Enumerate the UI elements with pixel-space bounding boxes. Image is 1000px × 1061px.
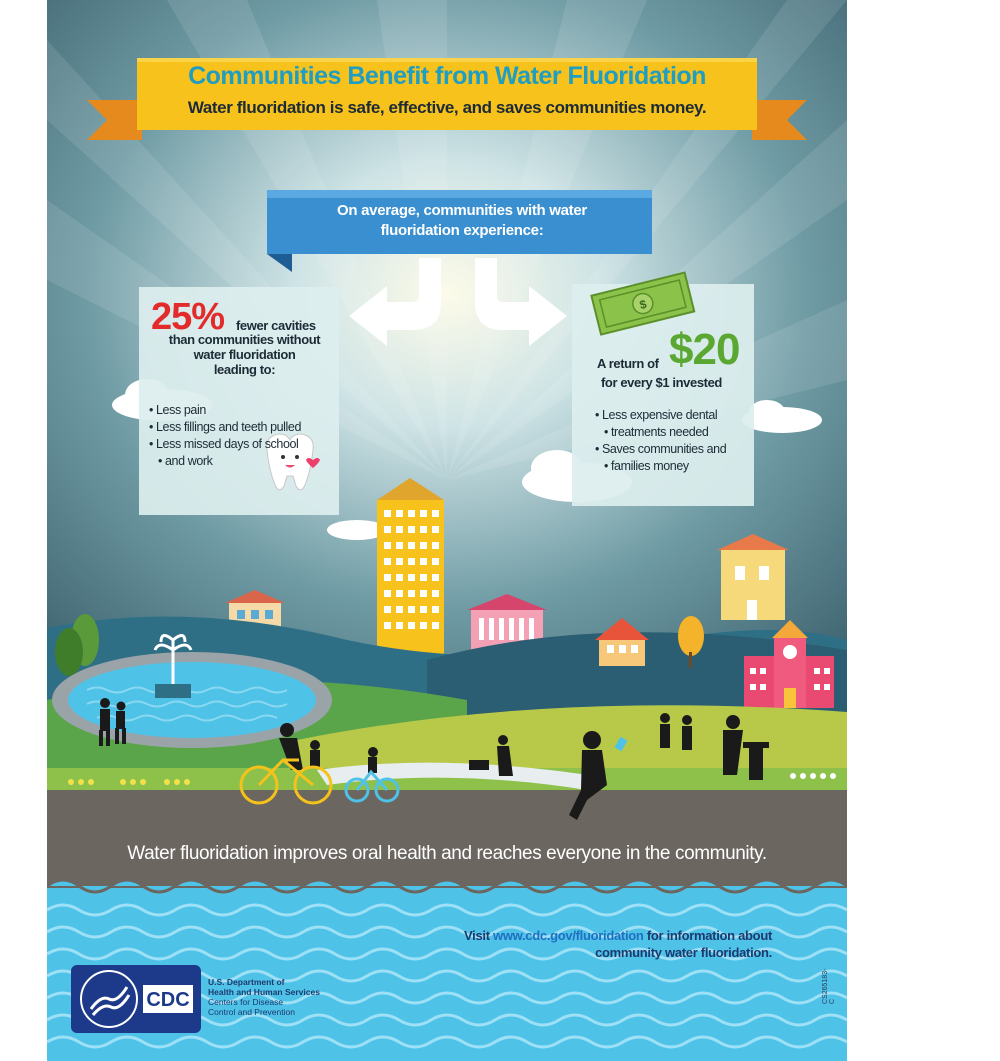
invested-label: for every $1 invested	[601, 375, 722, 390]
cavities-percent: 25%	[151, 296, 225, 338]
visit-suffix: for information about	[646, 928, 772, 943]
list-item: • Less expensive dental	[595, 407, 765, 424]
hhs-line-2: Health and Human Services	[208, 987, 320, 997]
list-item: • Less pain	[149, 402, 339, 419]
cdc-name	[208, 997, 295, 1017]
list-item-continuation	[595, 458, 765, 475]
list-item: • Less missed days of school	[149, 436, 339, 453]
banner-subtitle: Water fluoridation is safe, effective, and saves communities money.	[187, 98, 707, 117]
illustration-background	[47, 0, 847, 1061]
cdc-line-1: Centers for Disease	[208, 997, 284, 1007]
banner-title: Communities Benefit from Water Fluoridation	[188, 62, 706, 90]
hhs-line-1: U.S. Department of	[208, 977, 285, 987]
fluoridation-link[interactable]: www.cdc.gov/fluoridation	[493, 928, 644, 943]
cdc-logo-text: CDC	[146, 989, 190, 1011]
publication-code: CS265183-C	[822, 968, 836, 1004]
list-item: • Saves communities and	[595, 441, 765, 458]
cavities-desc-line-2: water fluoridation	[193, 347, 296, 362]
callout-text	[269, 201, 655, 241]
cdc-line-2: Control and Prevention	[208, 1007, 295, 1017]
list-item-continuation	[595, 424, 765, 441]
cavities-percent-label: fewer cavities	[236, 318, 316, 333]
cavities-description	[147, 332, 342, 377]
visit-text	[427, 927, 772, 961]
visit-prefix: Visit	[464, 928, 490, 943]
cdc-logo	[71, 965, 201, 1033]
right-house	[717, 534, 789, 620]
savings-list	[595, 407, 765, 475]
callout-line-1: On average, communities with water	[337, 202, 587, 219]
infographic-poster	[47, 0, 847, 1061]
tall-building	[377, 478, 444, 658]
list-item-text: and work	[164, 454, 213, 468]
hhs-name	[208, 977, 320, 997]
return-label: A return of	[597, 356, 659, 371]
list-item-text: families money	[610, 459, 689, 473]
tagline: Water fluoridation improves oral health and reaches everyone in the community.	[127, 843, 767, 864]
visit-line-2: community water fluoridation.	[595, 945, 772, 960]
callout-line-2: fluoridation experience:	[380, 222, 544, 239]
benefits-list	[149, 402, 339, 470]
cavities-desc-line-1: than communities without	[168, 332, 321, 347]
list-item-continuation	[149, 453, 339, 470]
list-item-text: treatments needed	[610, 425, 709, 439]
return-amount: $20	[669, 325, 740, 374]
list-item: • Less fillings and teeth pulled	[149, 419, 339, 436]
svg-text:$: $	[638, 296, 649, 313]
cavities-desc-line-3: leading to:	[213, 362, 276, 377]
